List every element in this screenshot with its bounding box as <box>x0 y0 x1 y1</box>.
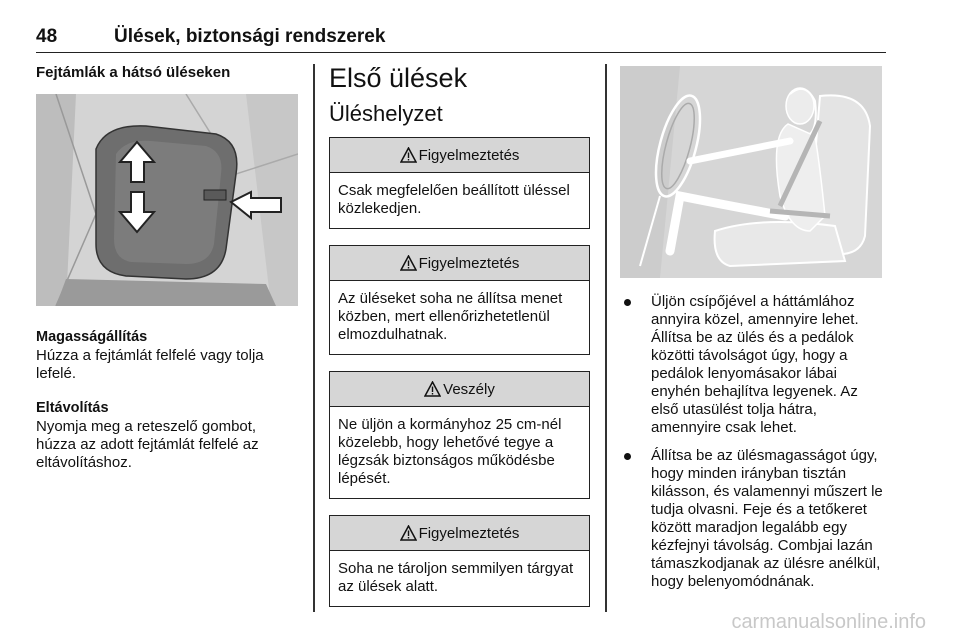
rear-headrest-heading: Fejtámlák a hátsó üléseken <box>36 64 231 81</box>
notice-box <box>329 137 590 229</box>
warning-triangle-icon <box>400 147 417 163</box>
watermark: carmanualsonline.info <box>731 611 926 633</box>
warning-triangle-icon <box>400 525 417 541</box>
bullet-icon <box>624 299 631 306</box>
notice-text: Csak megfelelően beállított üléssel közlekedjen. <box>338 182 570 217</box>
headrest-drawing <box>36 94 298 306</box>
driver-seat-drawing <box>620 66 882 278</box>
bullet-icon <box>624 453 631 460</box>
middle-column <box>329 62 591 607</box>
notice-label: Figyelmeztetés <box>418 254 520 272</box>
list-item-text: Állítsa be az ülésmagasságot úgy, hogy minden irányban tisztán kilásson, és valamennyi műszert le tudja olvasni. Feje és a tetőkeret között maradjon legalább egy kézfejnyi távolság. Combjai lazán támaszkodjanak az ülésre anélkül, hogy belenyomódnának. <box>651 447 883 590</box>
notice-text: Ne üljön a kormányhoz 25 cm-nél közelebb, hogy lehetővé tegye a légzsák biztonságos működésbe lépését. <box>338 416 562 487</box>
notice-box <box>329 515 590 607</box>
removal-text: Nyomja meg a reteszelő gombot, húzza az adott fejtámlát felfelé az eltávolításhoz. <box>36 418 259 471</box>
list-item <box>620 293 886 437</box>
height-adjust-heading: Magasságállítás <box>36 329 148 345</box>
notice-label: Figyelmeztetés <box>418 524 520 542</box>
removal-heading: Eltávolítás <box>36 400 109 416</box>
seat-instructions-list <box>620 293 886 591</box>
warning-triangle-icon <box>424 381 441 397</box>
seat-position-subtitle: Üléshelyzet <box>329 101 443 126</box>
notice-label: Veszély <box>443 380 495 398</box>
notice-box <box>329 245 590 355</box>
seat-position-illustration <box>620 66 882 278</box>
list-item-text: Üljön csípőjével a háttámlához annyira közel, amennyire lehet. Állítsa be az ülés és a pedálok közötti távolságot úgy, hogy a pedálok lenyomásakor lábai enyhén behajlítva legyenek. Az első utasülést tolja hátra, amennyire csak lehet. <box>651 293 859 436</box>
left-column <box>36 64 298 472</box>
notice-header <box>330 516 589 551</box>
page-header <box>36 24 886 53</box>
column-divider-left <box>313 64 315 612</box>
warning-triangle-icon <box>400 255 417 271</box>
notice-header <box>330 246 589 281</box>
column-divider-right <box>605 64 607 612</box>
right-column <box>620 66 886 601</box>
list-item <box>620 447 886 591</box>
front-seats-title: Első ülések <box>329 63 468 93</box>
height-adjust-text: Húzza a fejtámlát felfelé vagy tolja lefelé. <box>36 347 264 382</box>
page-number: 48 <box>36 26 58 47</box>
notice-label: Figyelmeztetés <box>418 146 520 164</box>
notice-text: Az üléseket soha ne állítsa menet közben, mert ellenőrizhetetlenül elmozdulhatnak. <box>338 290 563 343</box>
notice-text: Soha ne tároljon semmilyen tárgyat az ülések alatt. <box>338 560 574 595</box>
chapter-title: Ülések, biztonsági rendszerek <box>114 26 386 47</box>
headrest-illustration <box>36 94 298 306</box>
danger-box <box>329 371 590 499</box>
notice-header <box>330 138 589 173</box>
notice-header <box>330 372 589 407</box>
